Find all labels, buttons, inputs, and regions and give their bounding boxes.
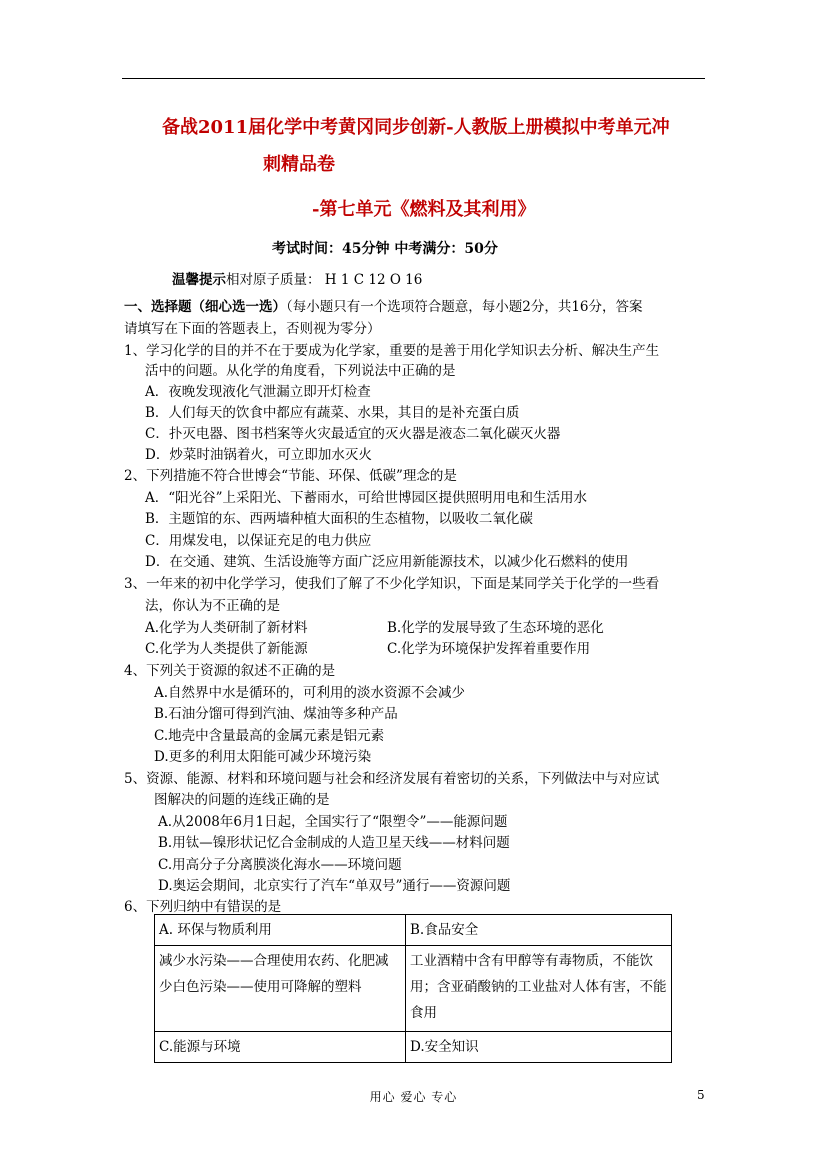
- section1-heading: [124, 298, 643, 316]
- q4-option-b: B.石油分馏可得到汽油、煤油等多种产品: [154, 706, 398, 722]
- table-cell-b-head: B.食品安全: [406, 915, 672, 946]
- q2-stem: 2、下列措施不符合世博会“节能、环保、低碳”理念的是: [124, 468, 457, 484]
- exam-info: 考试时间：45分钟 中考满分：50分: [272, 241, 498, 257]
- hint-label: 温馨提示: [172, 272, 226, 288]
- q5-option-a: A.从2008年6月1日起，全国实行了“限塑令”——能源问题: [158, 814, 508, 830]
- page-footer: 用心 爱心 专心: [369, 1090, 458, 1104]
- hint-text: 相对原子质量： H 1 C 12 O 16: [226, 272, 423, 288]
- header-rule: [122, 78, 705, 79]
- q6-stem: 6、下列归纳中有错误的是: [124, 899, 282, 915]
- page-number: 5: [697, 1088, 705, 1102]
- q1-option-b: B．人们每天的饮食中都应有蔬菜、水果，其目的是补充蛋白质: [145, 405, 520, 421]
- doc-title-line3: -第七单元《燃料及其利用》: [312, 199, 536, 220]
- q3-stem: 3、一年来的初中化学学习，使我们了解了不少化学知识，下面是某同学关于化学的一些看: [124, 576, 660, 592]
- q4-option-a: A.自然界中水是循环的，可利用的淡水资源不会减少: [154, 685, 466, 701]
- q3-option-b: B.化学的发展导致了生态环境的恶化: [387, 620, 604, 636]
- q1-option-a: A．夜晚发现液化气泄漏立即开灯检查: [145, 384, 371, 400]
- q1-option-d: D．炒菜时油锅着火，可立即加水灭火: [145, 447, 372, 463]
- doc-title-line2: 刺精品卷: [263, 154, 335, 175]
- q4-option-c: C.地壳中含量最高的金属元素是铝元素: [154, 728, 385, 744]
- q6-table: [154, 914, 672, 1063]
- q5-option-d: D.奥运会期间，北京实行了汽车“单双号”通行——资源问题: [158, 878, 511, 894]
- table-cell-a-head: A. 环保与物质利用: [155, 915, 406, 946]
- q5-stem-cont: 图解决的问题的连线正确的是: [154, 792, 330, 808]
- q3-option-a: A.化学为人类研制了新材料: [145, 620, 308, 636]
- q1-stem: 1、学习化学的目的并不在于要成为化学家，重要的是善于用化学知识去分析、解决生产生: [124, 343, 660, 359]
- section1-text: （每小题只有一个选项符合题意，每小题2分，共16分，答案: [286, 299, 643, 315]
- hint-line: [172, 271, 422, 289]
- table-cell-a-body: 减少水污染——合理使用农药、化肥减少白色污染——使用可降解的塑料: [155, 946, 406, 1032]
- doc-title-line1: 备战2011届化学中考黄冈同步创新-人教版上册模拟中考单元冲: [162, 117, 670, 138]
- q2-option-d: D．在交通、建筑、生活设施等方面广泛应用新能源技术，以减少化石燃料的使用: [145, 554, 629, 570]
- table-cell-c-head: C.能源与环境: [155, 1032, 406, 1063]
- q3-option-c: C.化学为人类提供了新能源: [145, 641, 308, 657]
- q1-option-c: C．扑灭电器、图书档案等火灾最适宜的灭火器是液态二氧化碳灭火器: [145, 426, 561, 442]
- q5-option-b: B.用钛—镍形状记忆合金制成的人造卫星天线——材料问题: [158, 835, 510, 851]
- section1-head: 一、选择题（细心选一选）: [124, 299, 286, 315]
- q5-option-c: C.用高分子分离膜淡化海水——环境问题: [158, 857, 402, 873]
- q4-option-d: D.更多的利用太阳能可减少环境污染: [154, 749, 372, 765]
- q3-stem-cont: 法，你认为不正确的是: [145, 598, 280, 614]
- q1-stem-cont: 活中的问题。从化学的角度看，下列说法中正确的是: [145, 363, 456, 379]
- q2-option-a: A．“阳光谷”上采阳光、下蓄雨水，可给世博园区提供照明用电和生活用水: [145, 490, 588, 506]
- q4-stem: 4、下列关于资源的叙述不正确的是: [124, 663, 336, 679]
- q2-option-c: C．用煤发电，以保证充足的电力供应: [145, 533, 372, 549]
- section1-text2: 请填写在下面的答题表上，否则视为零分）: [124, 321, 381, 337]
- q2-option-b: B．主题馆的东、西两墙种植大面积的生态植物，以吸收二氧化碳: [145, 511, 533, 527]
- table-cell-d-head: D.安全知识: [406, 1032, 672, 1063]
- q5-stem: 5、资源、能源、材料和环境问题与社会和经济发展有着密切的关系，下列做法中与对应试: [124, 771, 660, 787]
- q3-option-d: C.化学为环境保护发挥着重要作用: [387, 641, 591, 657]
- table-cell-b-body: 工业酒精中含有甲醇等有毒物质，不能饮用；含亚硝酸钠的工业盐对人体有害，不能食用: [406, 946, 672, 1032]
